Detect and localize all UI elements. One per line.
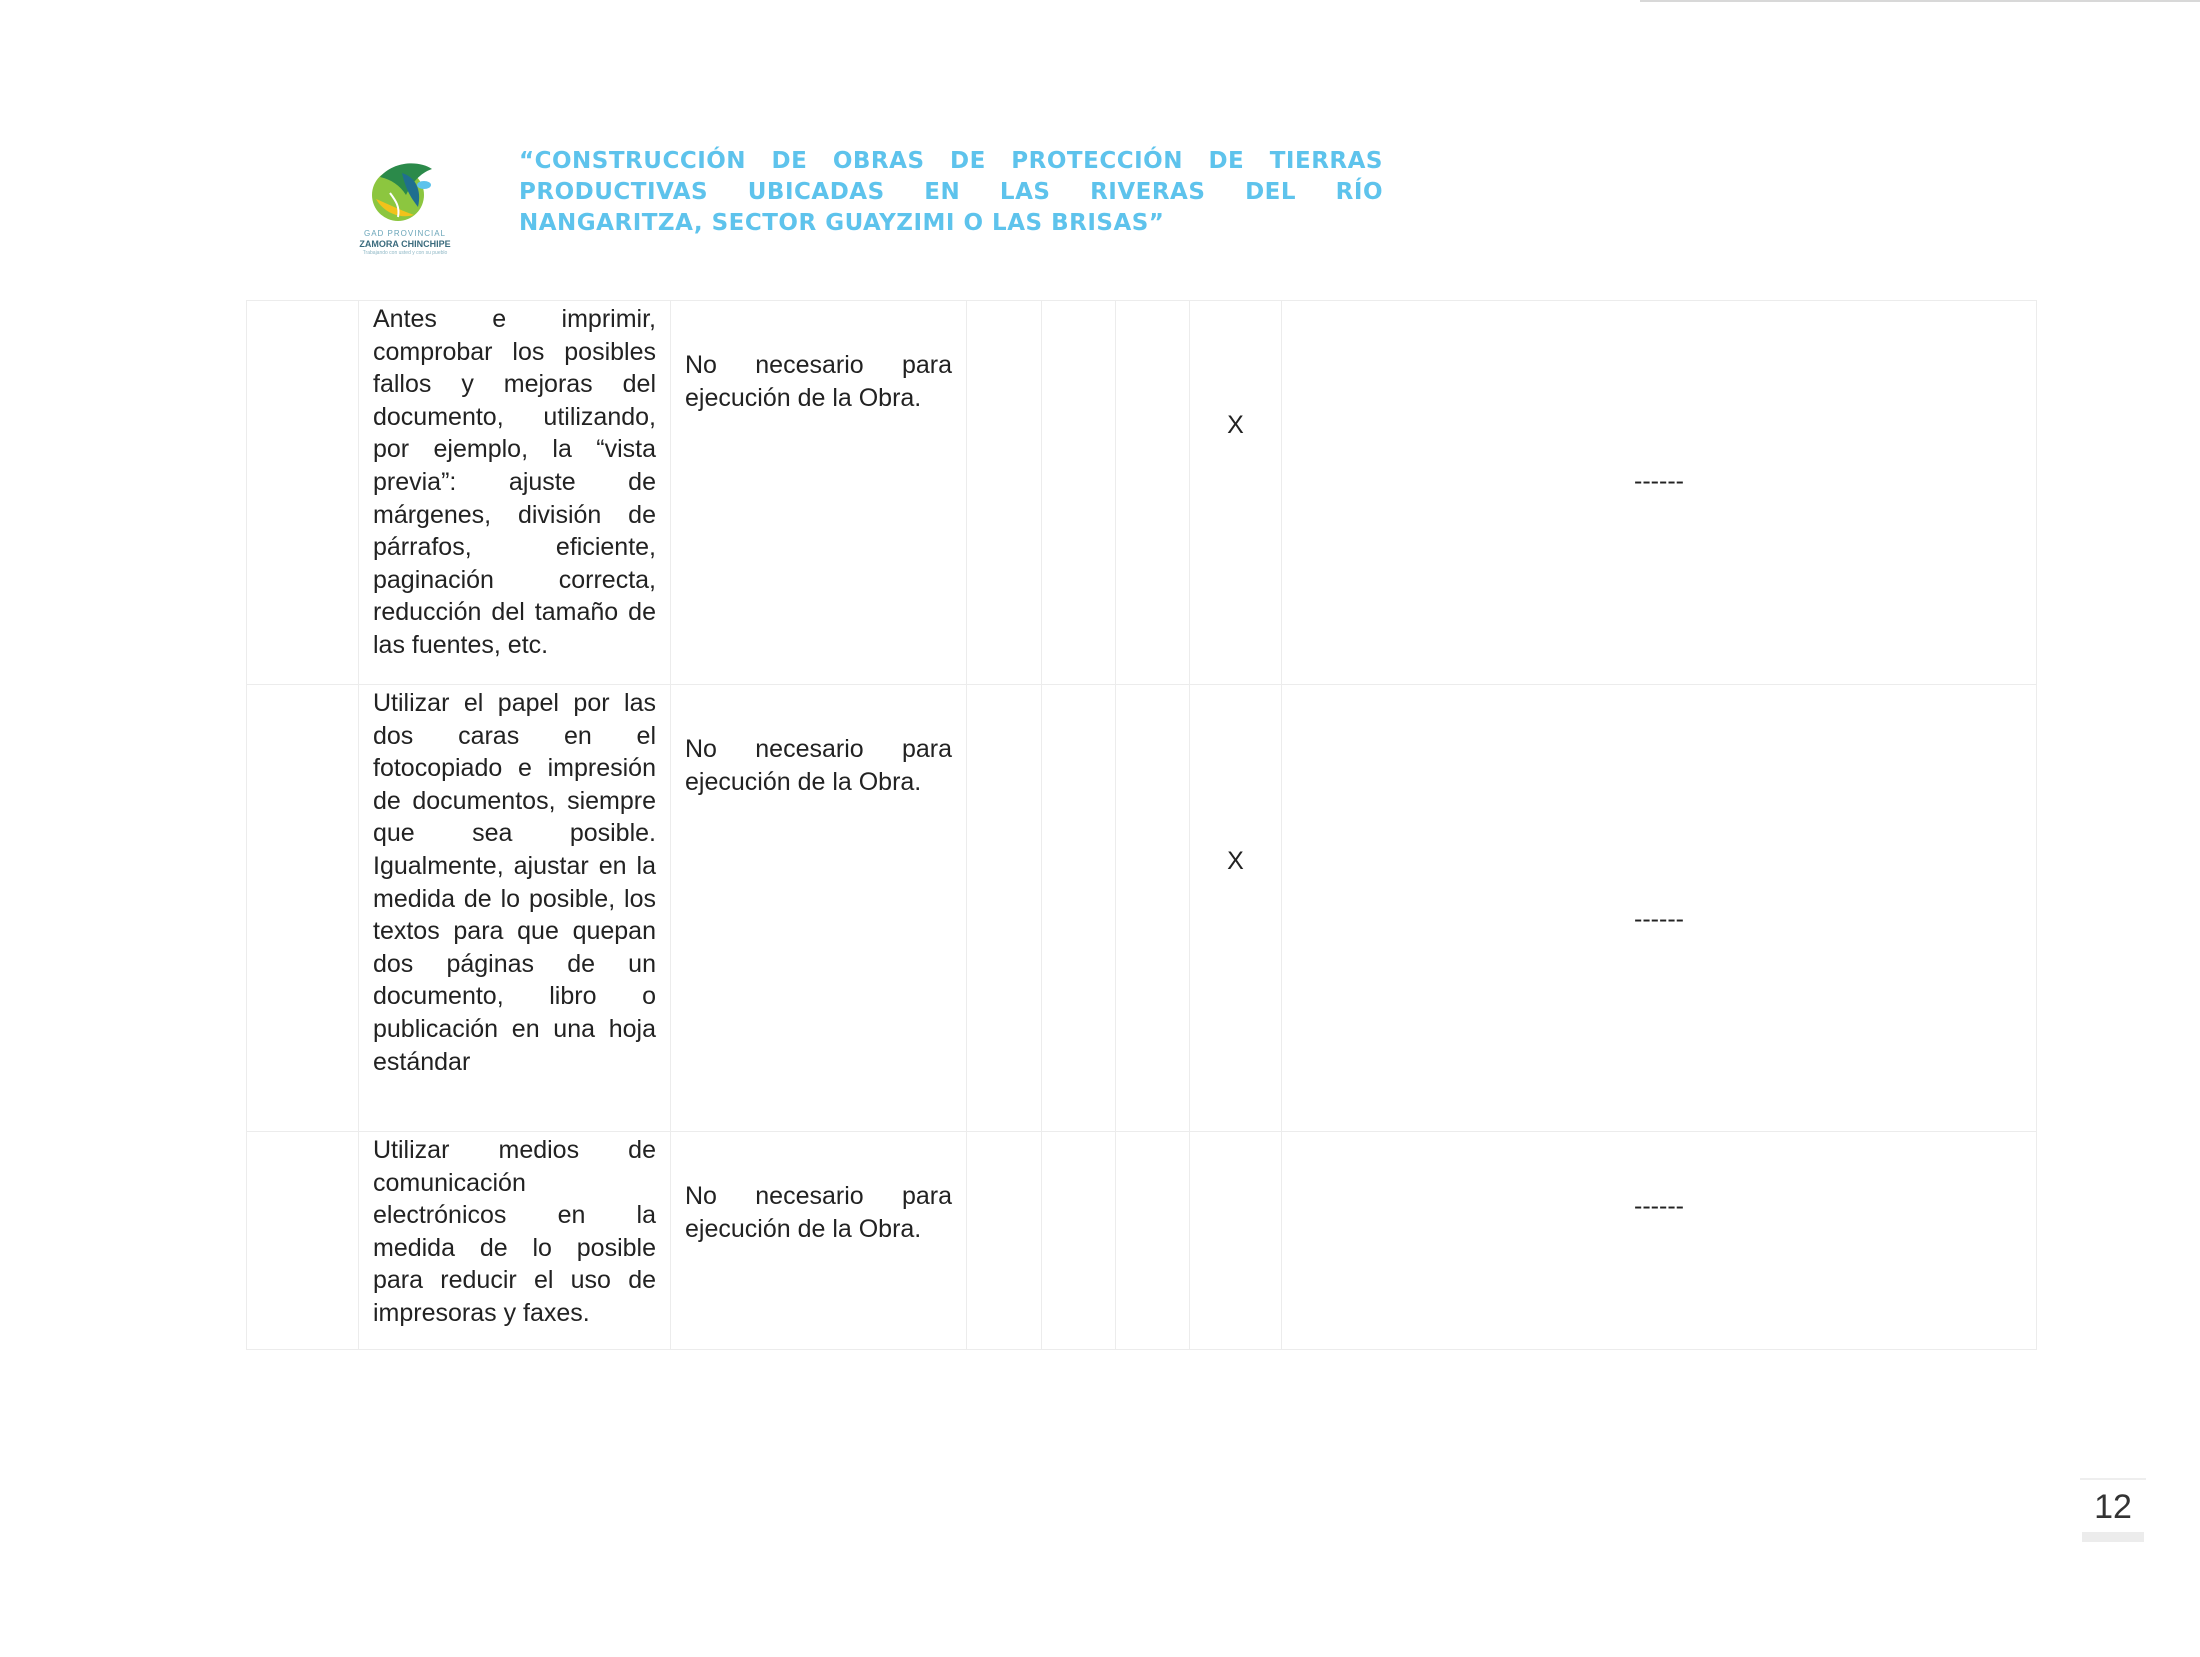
observation-cell [1282,1132,2037,1350]
observation-cell [1282,301,2037,685]
document-title: “CONSTRUCCIÓN DE OBRAS DE PROTECCIÓN DE TIERRAS PRODUCTIVAS UBICADAS EN LAS RIVERAS DEL RÍO NANGARITZA, SECTOR GUAYZIMI O LAS BRISAS” [519,148,1383,236]
row-number-cell [247,301,359,685]
status-cell [671,301,967,685]
page-number: 12 [2080,1478,2146,1527]
action-text: Utilizar medios de comunicación electrónicos en la medida de lo posible para reducir el uso de impresoras y faxes. [373,1136,656,1327]
table-row [247,301,2037,685]
compliance-mark: X [1227,847,1244,875]
empty-cell [1116,685,1190,1132]
status-text: No necesario para ejecución de la Obra. [685,351,952,412]
action-cell [359,685,671,1132]
top-rule [1640,0,2200,2]
compliance-mark-cell [1190,301,1282,685]
compliance-mark-cell [1190,1132,1282,1350]
status-cell [671,685,967,1132]
logo-caption-line1: GAD PROVINCIAL [363,229,446,238]
status-text: No necesario para ejecución de la Obra. [685,735,952,796]
empty-cell [1116,1132,1190,1350]
compliance-mark-cell [1190,685,1282,1132]
status-text: No necesario para ejecución de la Obra. [685,1182,952,1243]
observation-text: ------ [1634,1192,1684,1220]
status-cell [671,1132,967,1350]
compliance-mark: X [1227,411,1244,439]
page-number-underline [2082,1532,2144,1542]
observation-text: ------ [1634,467,1684,495]
table-row [247,1132,2037,1350]
empty-cell [1042,1132,1116,1350]
observation-text: ------ [1634,905,1684,933]
logo-caption-line3: Trabajando con usted y con su pueblo [362,250,448,256]
empty-cell [967,1132,1042,1350]
table-row [247,685,2037,1132]
environmental-measures-table [246,300,2037,1350]
action-text: Utilizar el papel por las dos caras en el fotocopiado e impresión de documentos, siempre que sea posible. Igualmente, ajustar en la medida de lo posible, los textos para que quepan dos páginas de un documento, libro o publicación en una hoja estándar [373,689,656,1076]
empty-cell [1042,301,1116,685]
empty-cell [1042,685,1116,1132]
action-cell [359,301,671,685]
observation-cell [1282,685,2037,1132]
row-number-cell [247,685,359,1132]
gad-zamora-chinchipe-logo [340,155,470,255]
empty-cell [967,685,1042,1132]
leaf-logo-icon [340,155,470,229]
action-cell [359,1132,671,1350]
logo-caption-line2: ZAMORA CHINCHIPE [359,239,451,249]
action-text: Antes e imprimir, comprobar los posibles fallos y mejoras del documento, utilizando, por ejemplo, la “vista previa”: ajuste de márgenes, división de párrafos, eficiente, paginación correcta, reducción del tamaño de las fuentes, etc. [373,305,656,659]
empty-cell [967,301,1042,685]
row-number-cell [247,1132,359,1350]
empty-cell [1116,301,1190,685]
